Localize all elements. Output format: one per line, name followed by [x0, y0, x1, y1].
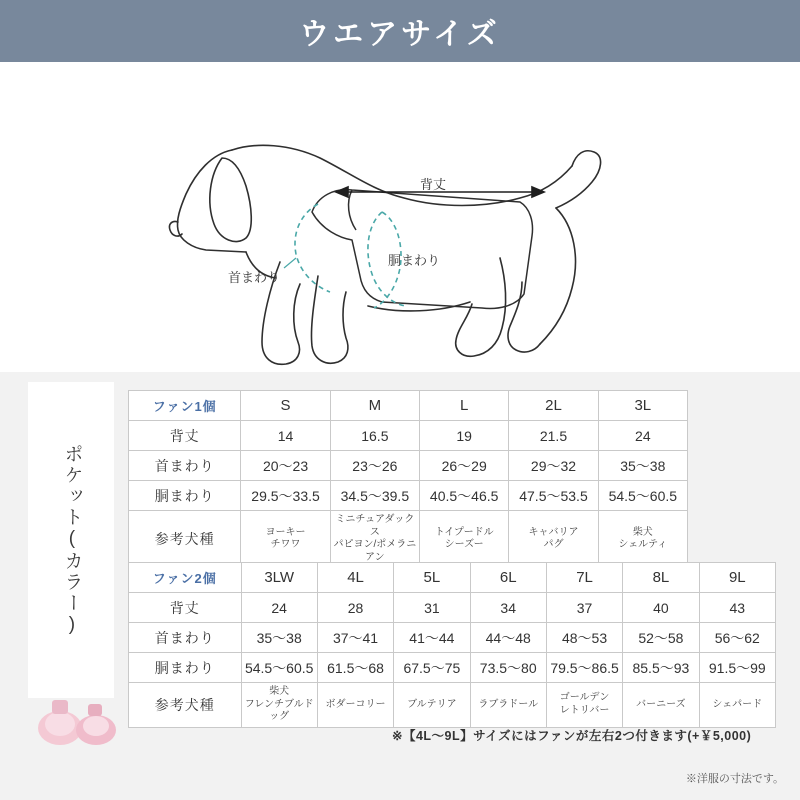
dog-measurement-illustration: [0, 62, 800, 372]
breed-cell: [241, 683, 317, 728]
breed-cell: [394, 683, 470, 728]
breed-line: パグ: [543, 539, 564, 550]
breed-cell: [241, 511, 330, 568]
table-row: [129, 683, 776, 728]
measurement-cell: 40.5〜46.5: [420, 481, 509, 511]
table-row: [129, 421, 688, 451]
pocket-color-label: ポケット(カラー): [61, 443, 83, 637]
fan-count-header: ファン2個: [129, 563, 242, 593]
measurement-cell: 31: [394, 593, 470, 623]
size-column-header: 9L: [699, 563, 775, 593]
measurement-cell: 41〜44: [394, 623, 470, 653]
measurement-cell: 21.5: [509, 421, 598, 451]
size-column-header: 8L: [623, 563, 699, 593]
size-column-header: 6L: [470, 563, 546, 593]
measurement-row-label: 首まわり: [129, 451, 241, 481]
measurement-cell: 23〜26: [330, 451, 419, 481]
page-header: [0, 0, 800, 62]
page-title: ウエアサイズ: [299, 18, 501, 51]
table-row: [129, 481, 688, 511]
measurement-row-label: 参考犬種: [129, 511, 241, 568]
measurement-cell: 37: [546, 593, 622, 623]
size-table-fan2: [128, 562, 776, 728]
breed-line: フレンチブルドッグ: [244, 698, 314, 722]
table-row: [129, 653, 776, 683]
product-photo: [30, 684, 126, 746]
breed-line: チワワ: [270, 539, 301, 550]
breed-line: ヨーキー: [265, 526, 306, 538]
measurement-cell: 52〜58: [623, 623, 699, 653]
breed-cell: [420, 511, 509, 568]
measurement-cell: 14: [241, 421, 330, 451]
breed-cell: [699, 683, 775, 728]
measurement-row-label: 胴まわり: [129, 481, 241, 511]
measurement-cell: 28: [317, 593, 393, 623]
breed-line: 柴犬: [632, 526, 653, 538]
breed-line: シェパード: [712, 698, 763, 710]
size-table-panel: [0, 372, 800, 800]
measurement-cell: 34.5〜39.5: [330, 481, 419, 511]
breed-cell: [470, 683, 546, 728]
measurement-cell: 67.5〜75: [394, 653, 470, 683]
dimension-note: ※洋服の寸法です。: [685, 773, 784, 785]
breed-cell: [546, 683, 622, 728]
table-row: [129, 511, 688, 568]
breed-line: ボダーコリー: [325, 698, 386, 710]
measurement-row-label: 背丈: [129, 593, 242, 623]
measurement-cell: 47.5〜53.5: [509, 481, 598, 511]
measurement-row-label: 胴まわり: [129, 653, 242, 683]
fan-count-header: ファン1個: [129, 391, 241, 421]
measurement-cell: 40: [623, 593, 699, 623]
fan-note: ※【4L〜9L】サイズにはファンが左右2つ付きます(+￥5,000): [392, 729, 752, 743]
measurement-cell: 85.5〜93: [623, 653, 699, 683]
measurement-cell: 29〜32: [509, 451, 598, 481]
breed-cell: [509, 511, 598, 568]
measurement-cell: 54.5〜60.5: [241, 653, 317, 683]
breed-line: ゴールデン: [559, 692, 610, 704]
breed-line: レトリバー: [559, 704, 610, 716]
measurement-cell: 56〜62: [699, 623, 775, 653]
breed-line: パピヨン/ポメラニアン: [333, 539, 417, 563]
label-back-length: 背丈: [420, 177, 447, 192]
table-row: [129, 593, 776, 623]
measurement-cell: 26〜29: [420, 451, 509, 481]
breed-line: ミニチュアダックス: [335, 514, 415, 538]
table-row: [129, 623, 776, 653]
breed-cell: [623, 683, 699, 728]
measurement-cell: 35〜38: [241, 623, 317, 653]
size-column-header: L: [420, 391, 509, 421]
measurement-cell: 91.5〜99: [699, 653, 775, 683]
measurement-cell: 44〜48: [470, 623, 546, 653]
size-column-header: 5L: [394, 563, 470, 593]
breed-line: バーニーズ: [636, 698, 686, 710]
size-column-header: 4L: [317, 563, 393, 593]
size-column-header: 3L: [598, 391, 687, 421]
size-column-header: 3LW: [241, 563, 317, 593]
measurement-cell: 37〜41: [317, 623, 393, 653]
measurement-cell: 24: [241, 593, 317, 623]
dog-outline-svg: [0, 62, 800, 372]
table-header-row: [129, 563, 776, 593]
measurement-row-label: 背丈: [129, 421, 241, 451]
breed-line: シーズー: [444, 539, 484, 550]
breed-cell: [317, 683, 393, 728]
measurement-cell: 79.5〜86.5: [546, 653, 622, 683]
breed-cell: [330, 511, 419, 568]
measurement-cell: 34: [470, 593, 546, 623]
measurement-cell: 54.5〜60.5: [598, 481, 687, 511]
measurement-cell: 43: [699, 593, 775, 623]
size-column-header: 2L: [509, 391, 598, 421]
label-neck-circumference: 首まわり: [228, 270, 281, 285]
measurement-cell: 16.5: [330, 421, 419, 451]
label-chest-circumference: 胴まわり: [388, 253, 441, 268]
size-column-header: S: [241, 391, 330, 421]
pocket-color-strip: [28, 382, 114, 698]
measurement-cell: 73.5〜80: [470, 653, 546, 683]
measurement-row-label: 首まわり: [129, 623, 242, 653]
measurement-cell: 20〜23: [241, 451, 330, 481]
measurement-cell: 61.5〜68: [317, 653, 393, 683]
breed-line: ラブラドール: [478, 698, 539, 710]
table-row: [129, 451, 688, 481]
size-table-fan1: [128, 390, 688, 568]
breed-line: キャバリア: [528, 526, 579, 538]
measurement-cell: 48〜53: [546, 623, 622, 653]
measurement-cell: 24: [598, 421, 687, 451]
measurement-cell: 29.5〜33.5: [241, 481, 330, 511]
breed-cell: [598, 511, 687, 568]
measurement-row-label: 参考犬種: [129, 683, 242, 728]
size-column-header: 7L: [546, 563, 622, 593]
breed-line: ブルテリア: [407, 698, 457, 710]
measurement-cell: 19: [420, 421, 509, 451]
breed-line: シェルティ: [618, 539, 668, 550]
table-header-row: [129, 391, 688, 421]
measurement-cell: 35〜38: [598, 451, 687, 481]
breed-line: トイプードル: [434, 526, 494, 538]
breed-line: 柴犬: [269, 686, 290, 697]
size-column-header: M: [330, 391, 419, 421]
